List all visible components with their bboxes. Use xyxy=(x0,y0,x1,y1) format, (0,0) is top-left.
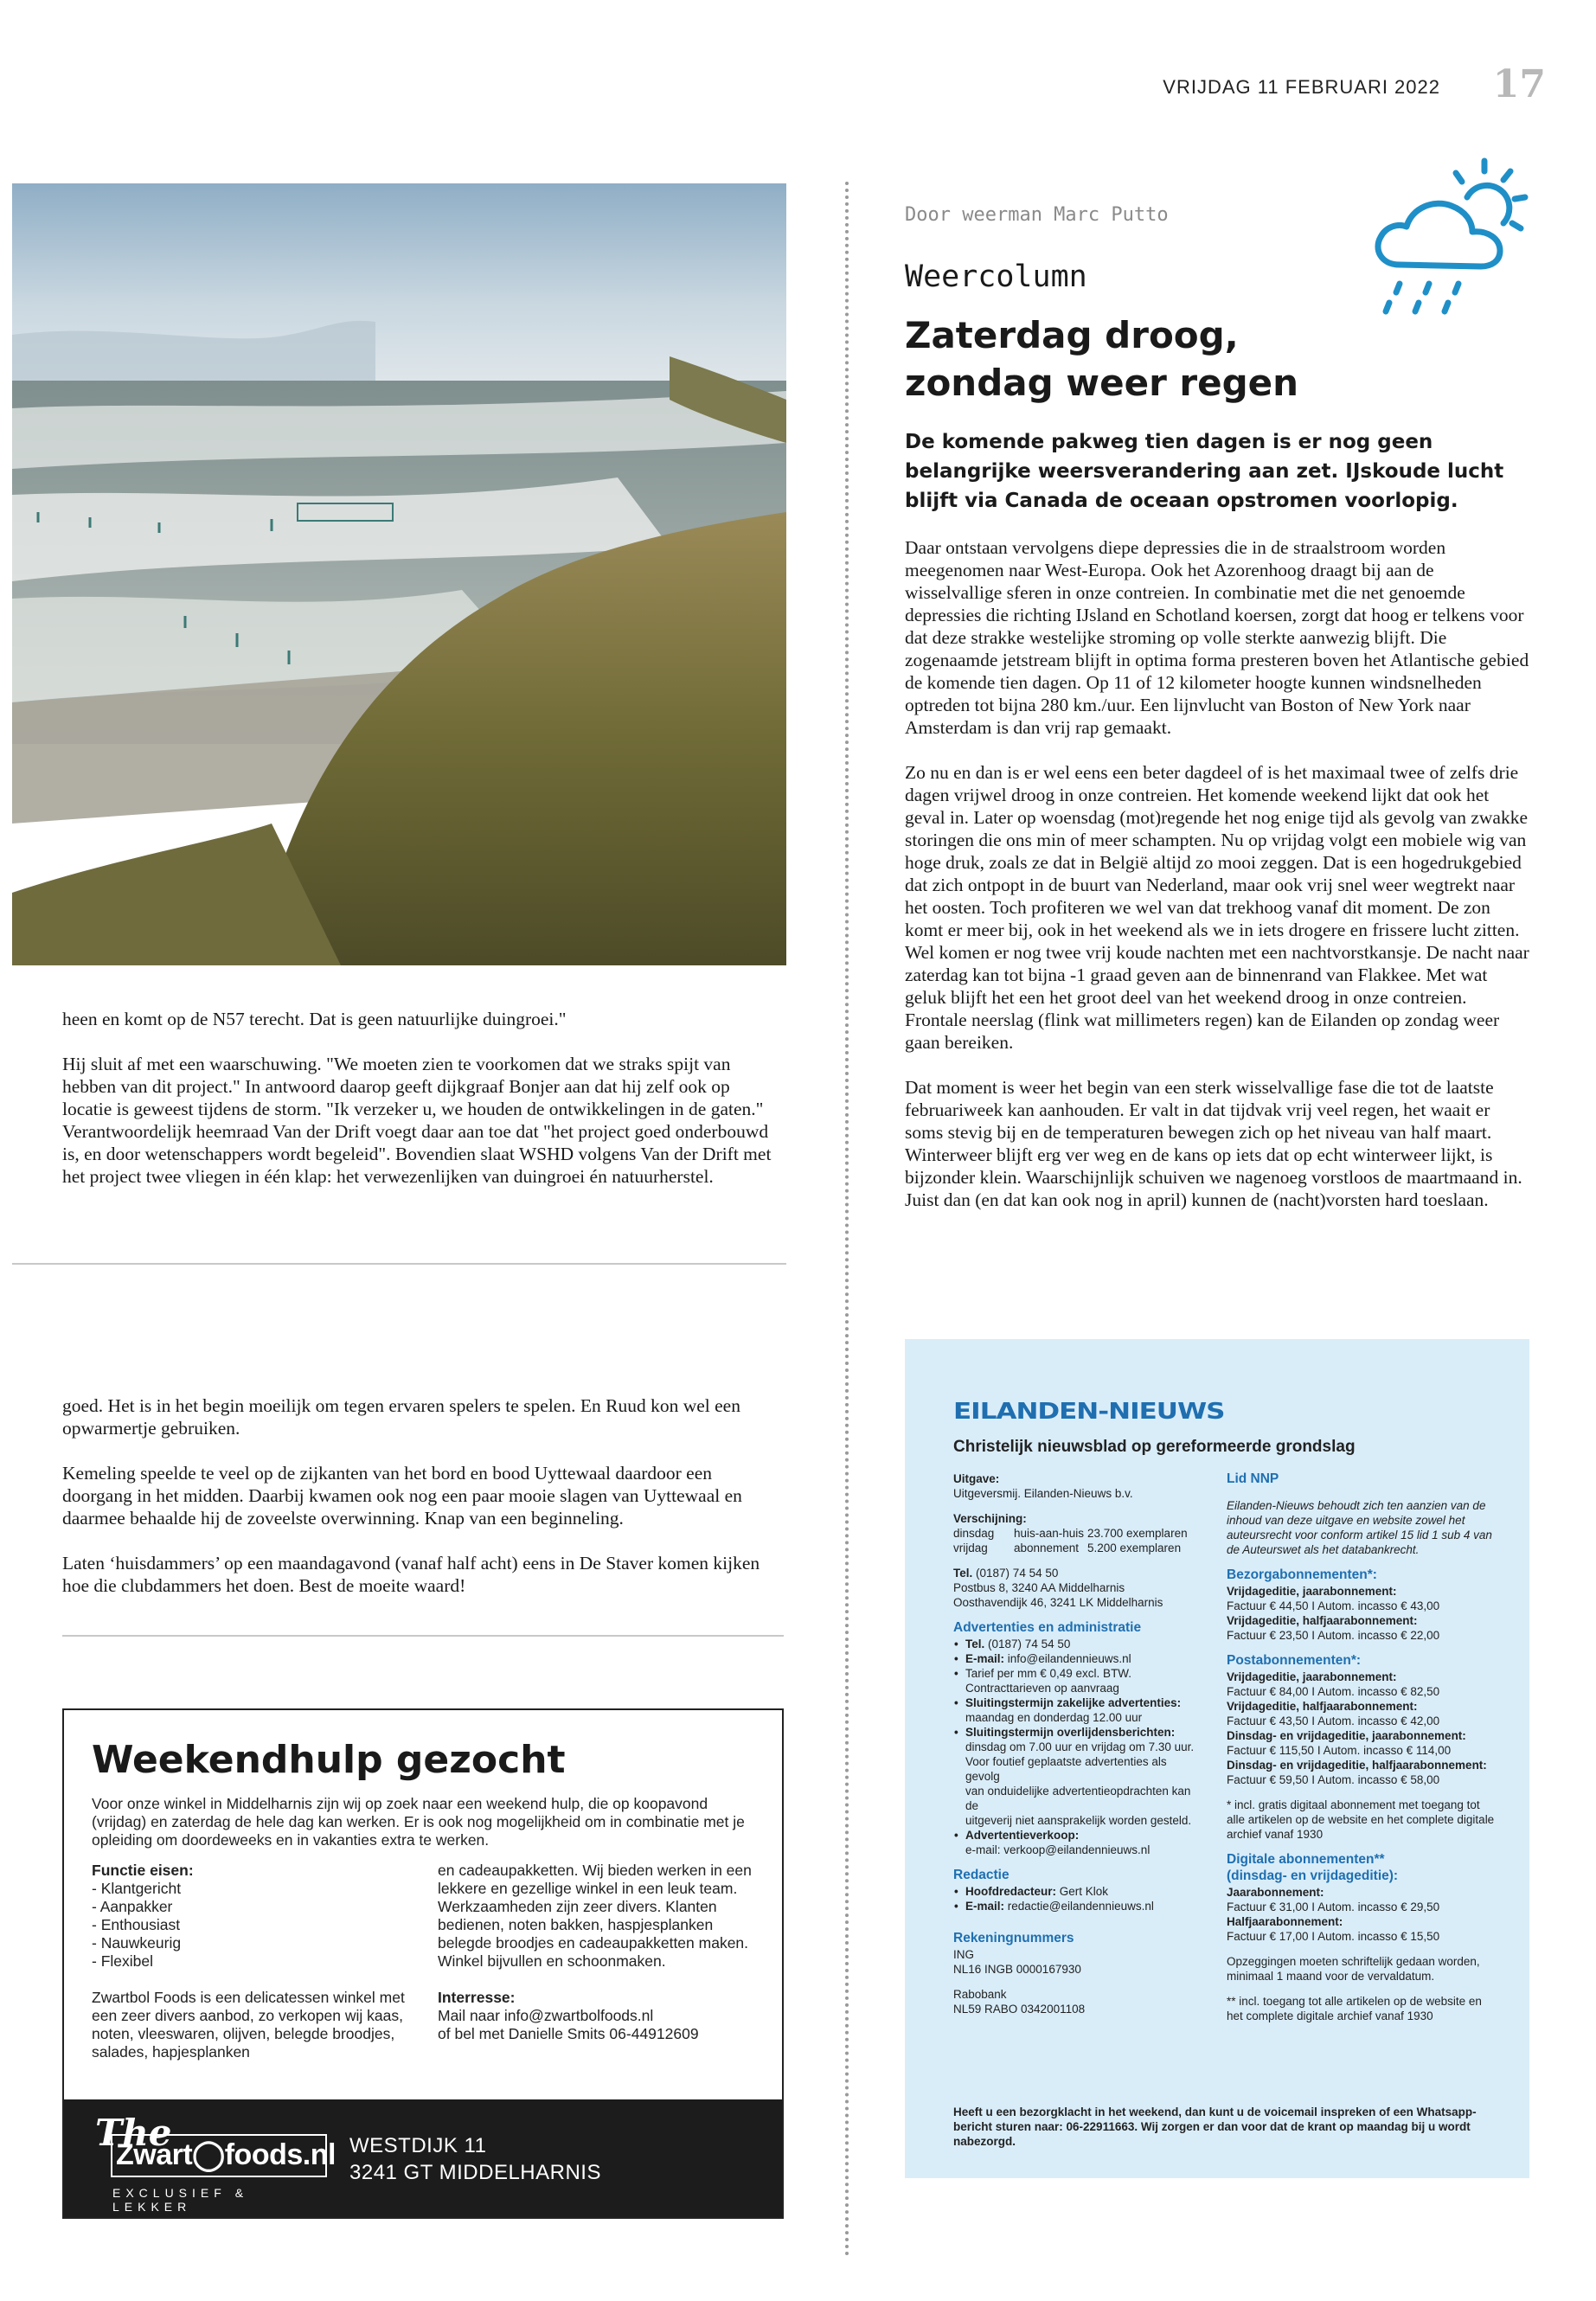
digital-subscriptions-subheading: (dinsdag- en vrijdageditie): xyxy=(1227,1868,1399,1883)
subscription-price: Factuur € 43,50 I Autom. incasso € 42,00 xyxy=(1227,1715,1440,1727)
paragraph: Hij sluit af met een waarschuwing. "We moeten zien te voorkomen dat we straks spijt van hebben van dit project." In antwoord daarop geeft dijkgraaf Bonjer aan dat hij zelf ook op locatie is geweest tijdens de storm. "Ik verzeker u, we houden de ontwikkelingen in de gaten." Verantwoordelijk heemraad Van der Drift voegt daar aan toe dat "het project goed onderbouwd is, en door wetenschappers wordt begeleid". Bovendien slaat WSHD volgens Van der Drift met het project twee vliegen in één klap: het verwezenlijken van duingroei én natuurherstel. xyxy=(62,1054,772,1187)
logo-name: Zwart◯foods.nl xyxy=(116,2138,336,2171)
bank-account: NL16 INGB 0000167930 xyxy=(953,1963,1081,1976)
subscription-title: Dinsdag- en vrijdageditie, halfjaarabonnement: xyxy=(1227,1759,1487,1772)
copyright-notice: Eilanden-Nieuws behoudt zich ten aanzien van de inhoud van deze uitgave en website zowel het auteursrecht voor conform artikel 15 lid 1 sub 4 van de Auteurswet als het databankrecht. xyxy=(1227,1499,1492,1556)
item-label: E-mail: xyxy=(965,1900,1005,1913)
logo-tagline: EXCLUSIEF & LEKKER xyxy=(112,2186,249,2214)
list-item xyxy=(965,1884,1204,1899)
postal-subscriptions-heading: Postabonnementen*: xyxy=(1227,1653,1362,1668)
frequency-table xyxy=(953,1526,1204,1555)
interest-mail[interactable]: Mail naar info@zwartbolfoods.nl xyxy=(438,2007,654,2024)
cancellation-note: Opzeggingen moeten schriftelijk gedaan worden, minimaal 1 maand voor de vervaldatum. xyxy=(1227,1955,1480,1983)
subscription-title: Vrijdageditie, halfjaarabonnement: xyxy=(1227,1614,1418,1627)
list-item xyxy=(965,1637,1204,1651)
table-cell: huis-aan-huis xyxy=(1014,1527,1085,1540)
publisher: Uitgeversmij. Eilanden-Nieuws b.v. xyxy=(953,1487,1133,1500)
item-value: maandag en donderdag 12.00 uur xyxy=(965,1711,1143,1724)
requirement-item: - Enthousiast xyxy=(92,1916,181,1933)
item-value: van onduidelijke advertentieopdrachten kan de xyxy=(965,1785,1191,1812)
address-line: WESTDIJK 11 xyxy=(349,2134,487,2157)
headline-line: Zaterdag droog, xyxy=(905,314,1239,356)
list-item xyxy=(965,1666,1204,1695)
bank-name: Rabobank xyxy=(953,1988,1007,2001)
delivery-subscriptions-heading: Bezorgabonnementen*: xyxy=(1227,1567,1377,1582)
dune-beach-photo xyxy=(12,183,786,965)
column-kicker: Weercolumn xyxy=(905,260,1087,294)
section-divider xyxy=(12,1263,786,1265)
colofon-right-column xyxy=(1227,1471,1495,2023)
company-description-continued: en cadeaupakketten. Wij bieden werken in een lekkere en gezellige winkel in een leuk team. Werkzaamheden zijn zeer divers. Klanten bedienen, noten bakken, haspjesplanken belegde broodjes en cadeaupakketten maken. Winkel bijvullen en schoonmaken. xyxy=(438,1862,752,1970)
weather-article-body xyxy=(905,536,1532,1234)
tel-label: Tel. xyxy=(953,1567,973,1580)
street-address: Oosthavendijk 46, 3241 LK Middelharnis xyxy=(953,1596,1163,1609)
tel-value: (0187) 74 54 50 xyxy=(976,1567,1059,1580)
interest-phone: of bel met Danielle Smits 06-44912609 xyxy=(438,2025,699,2042)
bank-account: NL59 RABO 0342001108 xyxy=(953,2003,1086,2016)
requirement-item: - Klantgericht xyxy=(92,1880,182,1897)
item-value: Voor foutief geplaatste advertenties als gevolg xyxy=(965,1755,1167,1783)
subscription-price: Factuur € 84,00 I Autom. incasso € 82,50 xyxy=(1227,1685,1440,1698)
requirement-item: - Flexibel xyxy=(92,1952,153,1970)
colofon-tagline: Christelijk nieuwsblad op gereformeerde grondslag xyxy=(953,1438,1356,1456)
subscription-title: Jaarabonnement: xyxy=(1227,1886,1324,1899)
item-value: dinsdag om 7.00 uur en vrijdag om 7.30 uur. xyxy=(965,1740,1195,1753)
item-value: uitgeverij niet aansprakelijk worden gesteld. xyxy=(965,1814,1192,1827)
delivery-complaint-notice: Heeft u een bezorgklacht in het weekend, dan kunt u de voicemail inspreken of een Whatsapp-bericht sturen naar: 06-22911663. Wij zorgen er dan voor dat de krant op maandag bij u wordt nabezorgd. xyxy=(953,2106,1477,2148)
subscription-title: Vrijdageditie, halfjaarabonnement: xyxy=(1227,1700,1418,1713)
ad-footer xyxy=(64,2099,782,2217)
item-value[interactable]: info@eilandennieuws.nl xyxy=(1007,1652,1131,1665)
paragraph: goed. Het is in het begin moeilijk om tegen ervaren spelers te spelen. En Ruud kon wel een opwarmertje gebruiken. xyxy=(62,1395,740,1439)
job-advertisement xyxy=(62,1708,784,2219)
list-item xyxy=(965,1695,1204,1725)
subscription-price: Factuur € 23,50 I Autom. incasso € 22,00 xyxy=(1227,1629,1440,1642)
lead-paragraph: De komende pakweg tien dagen is er nog geen belangrijke weersverandering aan zet. IJskoude lucht blijft via Canada de oceaan opstromen voorlopig. xyxy=(905,431,1504,512)
table-cell: 5.200 exemplaren xyxy=(1087,1541,1182,1554)
ad-intro: Voor onze winkel in Middelharnis zijn wij op zoek naar een weekend hulp, die op koopavond (vrijdag) en zaterdag de hele dag kan werken. Er is ook nog mogelijkheid om in combinatie met je opleiding om doordeweeks en in vakanties extra te werken. xyxy=(92,1795,745,1849)
requirement-item: - Nauwkeurig xyxy=(92,1934,182,1952)
item-value: (0187) 74 54 50 xyxy=(988,1638,1071,1650)
bank-name: ING xyxy=(953,1948,975,1961)
paragraph: heen en komt op de N57 terecht. Dat is geen natuurlijke duingroei." xyxy=(62,1009,567,1029)
publisher-label: Uitgave: xyxy=(953,1472,1000,1485)
telephone xyxy=(953,1566,1204,1580)
logo-the: The xyxy=(95,2112,172,2154)
postbus: Postbus 8, 3240 AA Middelharnis xyxy=(953,1581,1125,1594)
editorial-list xyxy=(953,1884,1204,1913)
editorial-heading: Redactie xyxy=(953,1868,1010,1882)
company-description: Zwartbol Foods is een delicatessen winkel met een zeer divers aanbod, zo verkopen wij kaas, noten, vleeswaren, olijven, belegde broodjes, salades, hapjesplanken xyxy=(92,1989,405,2061)
item-label: Advertentieverkoop: xyxy=(965,1829,1080,1842)
subscription-price: Factuur € 17,00 I Autom. incasso € 15,50 xyxy=(1227,1930,1440,1943)
colofon-box xyxy=(905,1339,1529,2178)
subscription-price: Factuur € 31,00 I Autom. incasso € 29,50 xyxy=(1227,1900,1440,1913)
paragraph: Zo nu en dan is er wel eens een beter dagdeel of is het maximaal twee of zelfs drie dagen vrijwel droog in onze contreien. Het komende weekend lijkt dat ook het geval in. Later op woensdag (mot)regende het nog enige tijd als gevolg van zwakke storingen die ons min of meer schampten. Nu op vrijdag volgt een mobiele wig van hoge druk, zoals ze dat in België altijd zo mooi zeggen. Dat is een hogedrukgebied dat zich ontpopt in de buurt van Nederland, maar ook vrij snel weer wegtrekt naar het oosten. Toch profiteren we wel van dat trekhoog vanaf dit moment. De zon komt er meer bij, ook in het weekend als we in iets drogere en frissere lucht zitten. Wel komen er nog twee vrij koude nachten met een nachtvorstkansje. De nacht naar zaterdag kan tot bijna -1 graad geven aan de binnenrand van Flakkee. Met wat geluk blijft het een het groot deel van het weekend droog in onze contreien. Frontale neerslag (flink wat millimeters regen) kan de Eilanden op zondag weer gaan bereiken. xyxy=(905,762,1529,1053)
subscription-price: Factuur € 115,50 I Autom. incasso € 114,00 xyxy=(1227,1744,1452,1757)
list-item xyxy=(965,1899,1204,1913)
nnp-heading: Lid NNP xyxy=(1227,1471,1279,1486)
paragraph: Kemeling speelde te veel op de zijkanten van het bord en bood Uyttewaal daardoor een doorgang in het midden. Daarbij kwamen ook nog een paar mooie slagen van Uyttewaal en daarmee behaalde hij de zoveelste overwinning. Knap van een beginneling. xyxy=(62,1463,742,1529)
paragraph: Dat moment is weer het begin van een sterk wisselvallige fase die tot de laatste februariweek kan aanhouden. Er valt in dat tijdvak vrij veel regen, het waait er soms stevig bij en de temperaturen bewegen zich op het niveau van half maart. Winterweer blijft erg ver weg en de kans op iets dat op echt winterweer lijkt, is bijzonder klein. Waarschijnlijk schuiven we nagenoeg vorstloos de maartmaand in. Juist dan (en dat kan ook nog in april) kunnen de (nacht)vorsten hard toeslaan. xyxy=(905,1077,1522,1210)
zwartbolfoods-logo xyxy=(95,2112,336,2214)
page-number: 17 xyxy=(1492,62,1546,106)
section-divider xyxy=(62,1635,784,1637)
subscription-title: Halfjaarabonnement: xyxy=(1227,1915,1343,1928)
address-line: 3241 GT MIDDELHARNIS xyxy=(349,2161,601,2184)
digital-note: ** incl. toegang tot alle artikelen op de website en het complete digitale archief vanaf 1930 xyxy=(1227,1995,1482,2022)
requirements-heading: Functie eisen: xyxy=(92,1862,194,1879)
subscription-price: Factuur € 44,50 I Autom. incasso € 43,00 xyxy=(1227,1599,1440,1612)
item-sub: Contracttarieven op aanvraag xyxy=(965,1682,1119,1695)
table-cell: vrijdag xyxy=(953,1541,988,1554)
list-item xyxy=(965,1725,1204,1828)
item-value[interactable]: redactie@eilandennieuws.nl xyxy=(1007,1900,1154,1913)
interest-heading: Interresse: xyxy=(438,1989,516,2006)
ad-column-right xyxy=(438,1862,766,2043)
issue-date: VRIJDAG 11 FEBRUARI 2022 xyxy=(1163,76,1440,98)
requirement-item: - Aanpakker xyxy=(92,1898,173,1915)
digital-subscriptions-heading: Digitale abonnementen** xyxy=(1227,1852,1385,1867)
table-cell: 23.700 exemplaren xyxy=(1087,1527,1188,1540)
byline: Door weerman Marc Putto xyxy=(905,204,1169,226)
item-label: Sluitingstermijn zakelijke advertenties: xyxy=(965,1696,1182,1709)
subscription-title: Vrijdageditie, jaarabonnement: xyxy=(1227,1670,1397,1683)
cloud-sun-rain-icon xyxy=(1365,154,1538,318)
subscription-note: * incl. gratis digitaal abonnement met toegang tot alle artikelen op de website en het complete digitale archief vanaf 1930 xyxy=(1227,1798,1495,1841)
list-item xyxy=(965,1651,1204,1666)
ad-title: Weekendhulp gezocht xyxy=(92,1738,566,1782)
item-label: Sluitingstermijn overlijdensberichten: xyxy=(965,1726,1176,1739)
accounts-heading: Rekeningnummers xyxy=(953,1931,1074,1945)
paragraph: Laten ‘huisdammers’ op een maandagavond (vanaf half acht) eens in De Staver komen kijken hoe die clubdammers het doen. Best de moeite waard! xyxy=(62,1553,760,1596)
item-value: Tarief per mm € 0,49 excl. BTW. xyxy=(965,1667,1132,1680)
article-dammen-ending xyxy=(62,1394,782,1619)
table-cell: dinsdag xyxy=(953,1527,995,1540)
colofon-left-column xyxy=(953,1471,1204,2016)
ads-heading: Advertenties en administratie xyxy=(953,1620,1142,1635)
item-label: Tel. xyxy=(965,1638,985,1650)
paragraph: Daar ontstaan vervolgens diepe depressies die in de straalstroom worden meegenomen naar West-Europa. Ook het Azorenhoog draagt bij aan de wisselvallige sferen in onze contreien. In combinatie met die net genoemde depressies die richting IJsland en Schotland koersen, zorgt dat hoog er telkens voor dat deze strakke westelijke stroming op volle sterkte aanwezig blijft. Die zogenaamde jetstream blijft in optima forma presteren boven het Atlantische gebied de komende tien dagen. Op 11 of 12 kilometer hoogte kunnen windsnelheden optreden tot bijna 280 km./uur. Een lijnvlucht van Boston of New York naar Amsterdam is dan vrij rap gemaakt. xyxy=(905,537,1529,738)
table-cell: abonnement xyxy=(1014,1541,1080,1554)
article-duingroei-ending xyxy=(62,1008,782,1210)
item-label: Hoofdredacteur: xyxy=(965,1885,1057,1898)
subscription-title: Vrijdageditie, jaarabonnement: xyxy=(1227,1585,1397,1598)
headline-line: zondag weer regen xyxy=(905,362,1299,404)
headline xyxy=(905,311,1337,407)
subscription-title: Dinsdag- en vrijdageditie, jaarabonnement: xyxy=(1227,1729,1466,1742)
item-value: Gert Klok xyxy=(1059,1885,1109,1898)
item-value[interactable]: e-mail: verkoop@eilandennieuws.nl xyxy=(965,1843,1151,1856)
column-divider xyxy=(845,182,849,2258)
eilanden-nieuws-logo: EILANDEN-NIEUWS xyxy=(953,1398,1225,1425)
subscription-price: Factuur € 59,50 I Autom. incasso € 58,00 xyxy=(1227,1773,1440,1786)
frequency-label: Verschijning: xyxy=(953,1512,1027,1525)
ad-column-left xyxy=(92,1862,420,2061)
ads-list xyxy=(953,1637,1204,1857)
item-label: E-mail: xyxy=(965,1652,1005,1665)
shop-address xyxy=(349,2132,601,2186)
list-item xyxy=(965,1828,1204,1857)
